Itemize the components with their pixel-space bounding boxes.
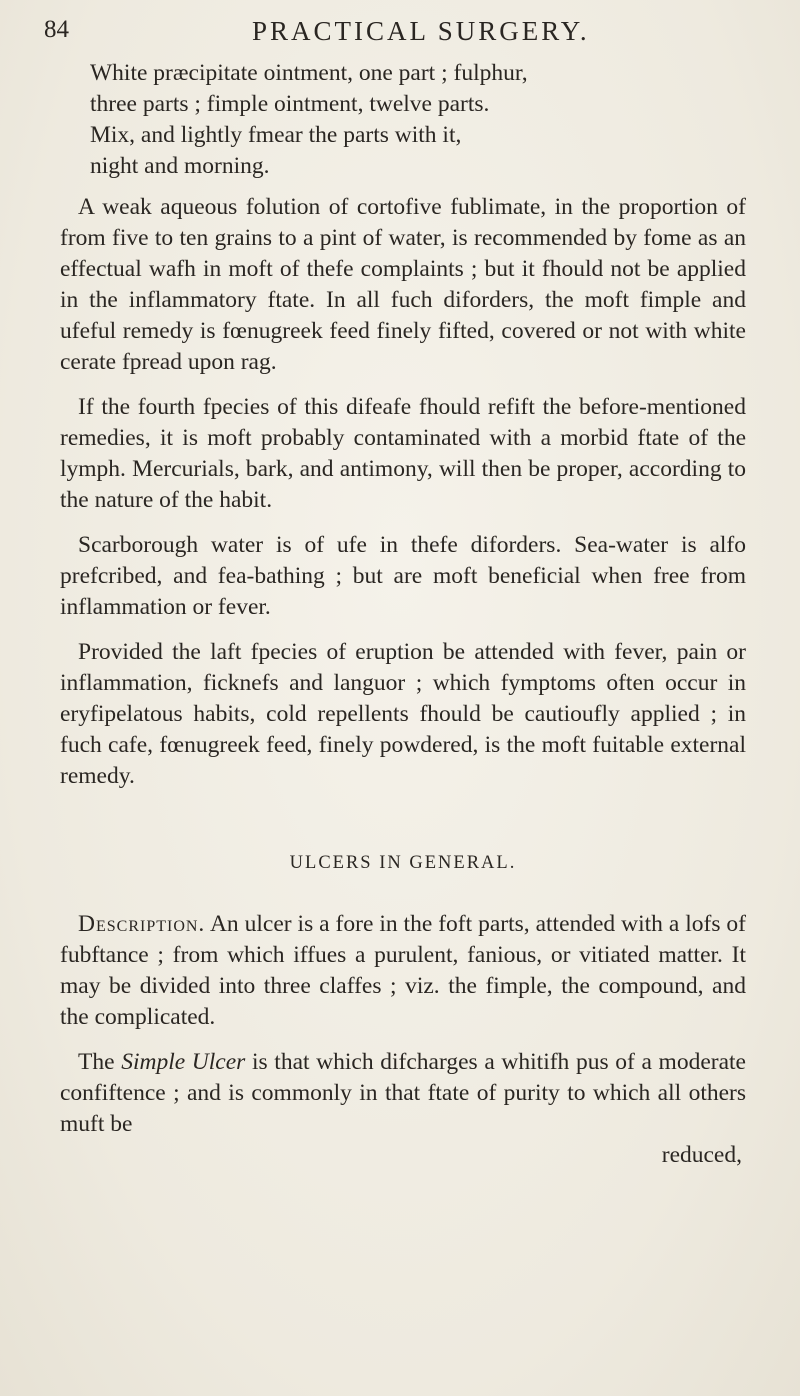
description-text: An ulcer is a fore in the foft parts, attended with a lofs of fubftance ; from which iffues a purulent, fanious, or vitiated matter. It may be divided into three claffes ; viz. the fimple, the compound, and the complicated.: [60, 911, 746, 1030]
description-label: Description.: [78, 911, 206, 937]
simple-ulcer-lead: The: [78, 1049, 122, 1075]
body-text: [60, 58, 746, 1171]
prescription-line: three parts ; fimple ointment, twelve parts.: [90, 91, 490, 117]
page-header: [40, 16, 760, 50]
paragraph-simple-ulcer: [60, 1047, 746, 1140]
prescription-line: night and morning.: [90, 153, 270, 179]
paragraph-sublimate-wash: A weak aqueous folution of cortofive fublimate, in the proportion of from five to ten grains to a pint of water, is recommended by fome as an effectual wafh in moft of thefe complaints ; but it fhould not be applied in the inflammatory ftate. In all fuch diforders, the moft fimple and ufeful remedy is fœnugreek feed finely fifted, covered or not with white cerate fpread upon rag.: [60, 194, 746, 375]
paragraph-fourth-species: If the fourth fpecies of this difeafe fhould refift the before-mentioned remedies, it is moft probably contaminated with a morbid ftate of the lymph. Mercurials, bark, and antimony, will then be proper, according to the nature of the habit.: [60, 394, 746, 513]
paragraph-description: [60, 909, 746, 1033]
simple-ulcer-term: Simple Ulcer: [121, 1049, 246, 1075]
paragraph-last-species: Provided the laft fpecies of eruption be attended with fever, pain or inflammation, ficknefs and languor ; which fymptoms often occur in eryfipelatous habits, cold repellents fhould be cautioufly applied ; in fuch cafe, fœnugreek feed, finely powdered, is the moft fuitable external remedy.: [60, 639, 746, 789]
prescription-block: [60, 58, 746, 182]
paragraph-scarborough-water: Scarborough water is of ufe in thefe diforders. Sea-water is alfo prefcribed, and fea-bathing ; but are moft beneficial when free from inflammation or fever.: [60, 532, 746, 620]
prescription-line: Mix, and lightly fmear the parts with it,: [90, 122, 462, 148]
prescription-line: White præcipitate ointment, one part ; fulphur,: [90, 60, 528, 86]
simple-ulcer-text: is that which difcharges a whitifh pus of a moderate confiftence ; and is commonly in that ftate of purity to which all others muft be: [60, 1049, 746, 1137]
section-heading: ULCERS IN GENERAL.: [289, 853, 517, 873]
page-number: 84: [44, 16, 69, 43]
running-title: PRACTICAL SURGERY.: [252, 16, 590, 46]
catchword: reduced,: [661, 1142, 742, 1168]
